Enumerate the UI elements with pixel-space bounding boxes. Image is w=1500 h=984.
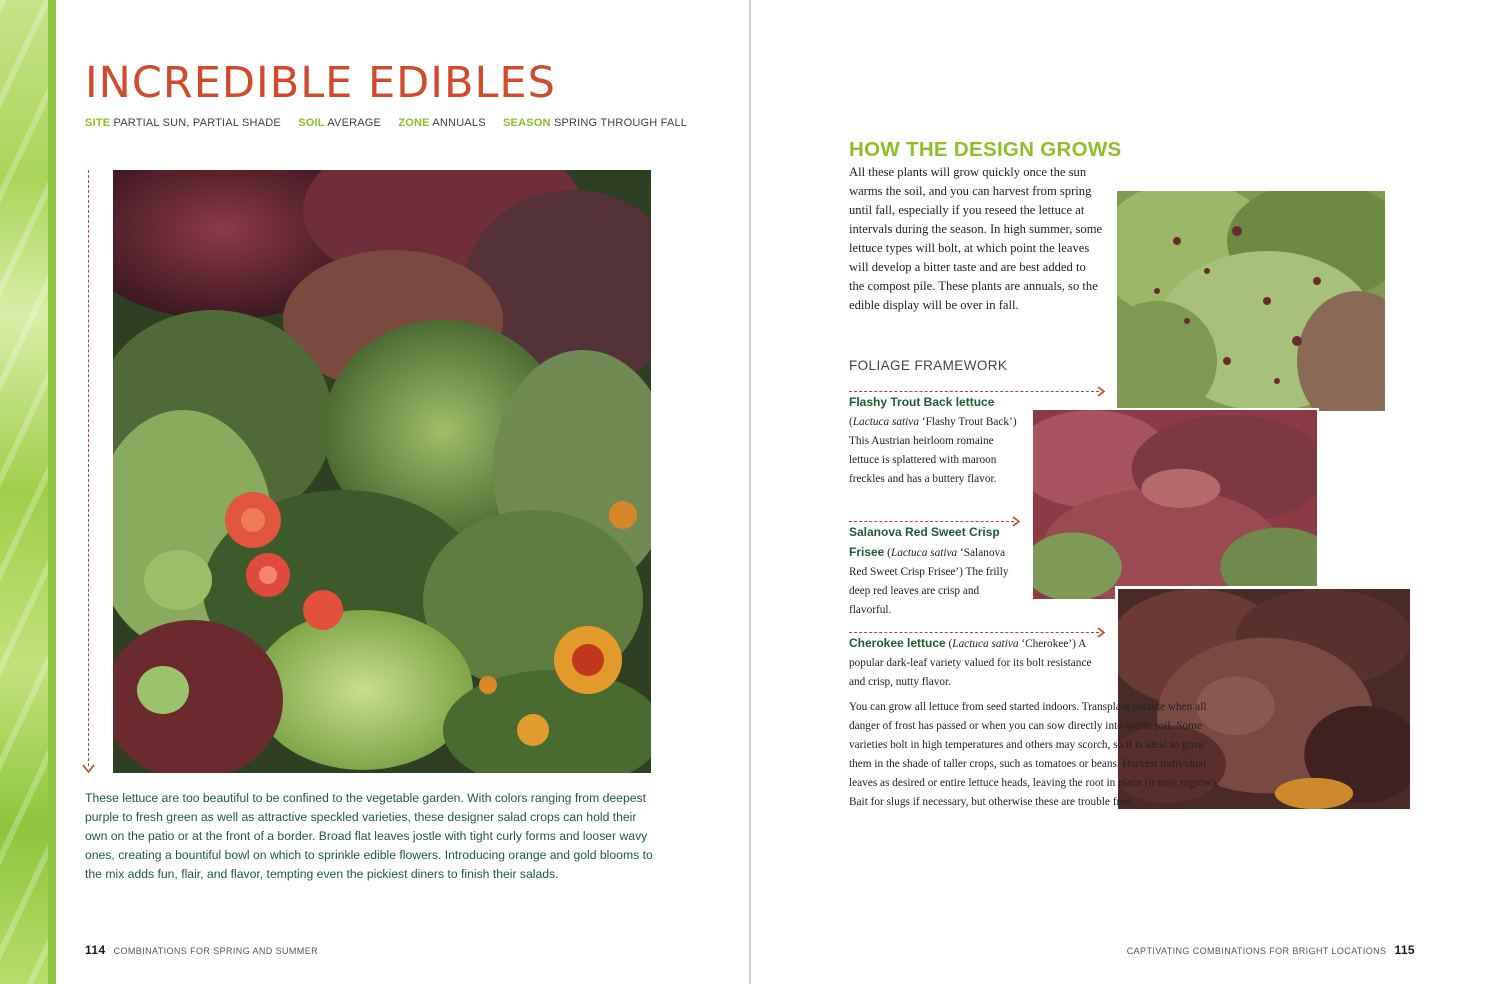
dashed-guide-line — [88, 170, 89, 766]
site-value: PARTIAL SUN, PARTIAL SHADE — [113, 117, 281, 129]
foliage-framework-heading: FOLIAGE FRAMEWORK — [849, 358, 1008, 373]
right-folio — [1127, 943, 1415, 957]
cultivar-name: ‘Cherokee’) — [1018, 638, 1076, 650]
soil-value: AVERAGE — [327, 117, 382, 129]
dashed-pointer-3 — [849, 632, 1099, 633]
cultivar-name: ‘Flashy Trout Back’) — [918, 416, 1017, 428]
plant-name: Flashy Trout Back lettuce — [849, 395, 995, 409]
page-number-right: 115 — [1394, 943, 1415, 957]
running-footer-right: CAPTIVATING COMBINATIONS FOR BRIGHT LOCATIONS — [1126, 946, 1387, 956]
dashed-pointer-1 — [849, 391, 1099, 392]
lettuce-garden-photo — [113, 170, 651, 773]
growing-conditions — [85, 117, 701, 129]
plant-description: The frilly deep red leaves are crisp and flavorful. — [849, 566, 1009, 616]
left-folio — [85, 943, 318, 957]
plant-entry-salanova: Salanova Red Sweet Crisp Frisee (Lactuca sativa ‘Salanova Red Sweet Crisp Frisee’) The frilly deep red leaves are crisp and flavorful. — [849, 525, 1009, 616]
latin-name: Lactuca sativa — [952, 638, 1019, 650]
arrow-down-icon — [82, 762, 95, 775]
page-title: INCREDIBLE EDIBLES — [85, 58, 556, 108]
cultivar-name: ‘Salanova Red Sweet Crisp Frisee’) — [849, 547, 1006, 578]
section-heading: HOW THE DESIGN GROWS — [849, 138, 1122, 161]
plant-description: This Austrian heirloom romaine lettuce is splattered with maroon freckles and has a buttery flavor. — [849, 435, 997, 485]
flashy-trout-back-photo — [1117, 191, 1385, 411]
running-footer-left: COMBINATIONS FOR SPRING AND SUMMER — [113, 946, 319, 956]
plant-entry-cherokee: Cherokee lettuce (Lactuca sativa ‘Cherokee’) A popular dark-leaf variety valued for its bolt resistance and crisp, nutty flavor. — [849, 636, 1092, 688]
plant-entry-flashy-trout-back: Flashy Trout Back lettuce (Lactuca sativa ‘Flashy Trout Back’) This Austrian heirloom romaine lettuce is splattered with maroon freckles and has a buttery flavor. — [849, 395, 1017, 485]
dashed-pointer-2 — [849, 521, 1014, 522]
book-gutter — [749, 0, 751, 984]
zone-label: ZONE — [398, 117, 430, 129]
design-grows-paragraph: All these plants will grow quickly once the sun warms the soil, and you can harvest from spring until fall, especially if you reseed the lettuce at intervals during the season. In high summer, some lettuce types will bolt, at which point the leaves will develop a bitter taste and are best added to the compost pile. These plants are annuals, so the edible display will be over in fall. — [849, 165, 1103, 312]
arrow-right-icon — [1097, 386, 1106, 397]
soil-label: SOIL — [298, 117, 325, 129]
latin-name: Lactuca sativa — [852, 416, 919, 428]
plant-name: Cherokee lettuce — [849, 636, 946, 650]
zone-value: ANNUALS — [432, 117, 486, 129]
site-label: SITE — [85, 117, 111, 129]
page-number-left: 114 — [85, 943, 106, 957]
arrow-right-icon — [1097, 627, 1106, 638]
plant-name: Salanova Red Sweet Crisp Frisee — [849, 525, 1000, 559]
left-page — [0, 0, 749, 984]
intro-paragraph: These lettuce are too beautiful to be confined to the vegetable garden. With colors ranging from deepest purple to fresh green as well as attractive speckled varieties, these designer salad crops can hold their own on the patio or at the front of a border. Broad flat leaves jostle with tight curly forms and looser wavy ones, creating a bountiful bowl on which to sprinkle edible flowers. Introducing orange and gold blooms to the mix adds fun, flair, and flavor, tempting even the pickiest diners to finish their salads. — [85, 791, 653, 881]
lettuce-leaf-strip — [0, 0, 56, 984]
latin-name: Lactuca sativa — [890, 547, 958, 559]
season-label: SEASON — [503, 117, 551, 129]
growing-tips-paragraph: You can grow all lettuce from seed started indoors. Transplant outside when all danger of frost has passed or when you can sow directly into warm soil. Some varieties bolt in high temperatures and others may scorch, so it is ideal to grow them in the shade of taller crops, such as tomatoes or beans. Harvest individual leaves as desired or entire lettuce heads, leaving the root in place (it may regrow). Bait for slugs if necessary, but otherwise these are trouble free. — [849, 701, 1219, 808]
season-value: SPRING THROUGH FALL — [553, 117, 688, 129]
plant-description: A popular dark-leaf variety valued for its bolt resistance and crisp, nutty flavor. — [849, 638, 1092, 688]
red-frisee-photo — [1031, 408, 1319, 601]
